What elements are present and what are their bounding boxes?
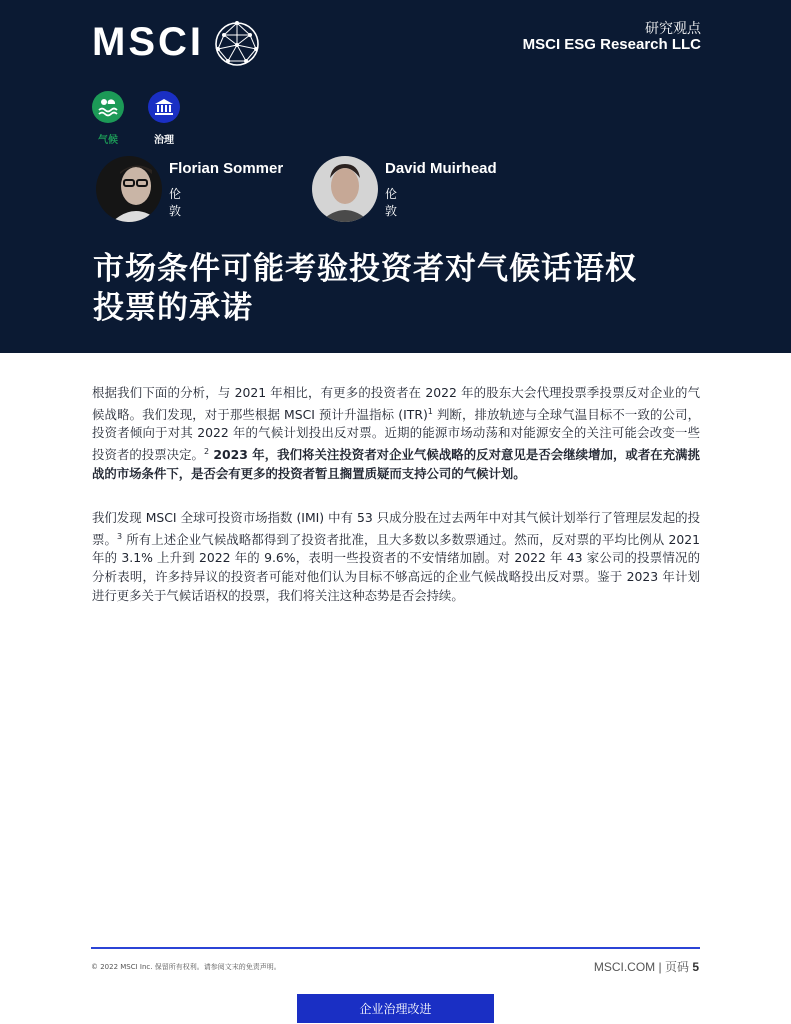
- site-link[interactable]: MSCI.COM: [593, 960, 656, 974]
- author-location: 伦敦: [169, 187, 182, 218]
- paragraph-2-text-b: 所有上述企业气候战略都得到了投资者批准，且大多数以多数票通过。然而，反对票的平均比例从 2021 年的 3.1% 上升到 2022 年的 9.6%，表明一些投资者的不安情绪加剧。对 2022 年 43 家公司的投票情况的分析表明，许多持异议的投资者可能对他们认为目标不够高远的企业气候战略投出反对票。鉴于 2023 年计划进行更多关于气候话语权的投票，我们将关注这种态势是否会持续。: [92, 531, 701, 603]
- footnote-ref-2[interactable]: 2: [203, 446, 210, 456]
- page-title: [93, 250, 713, 328]
- globe-logo-icon: [214, 21, 260, 67]
- avatar: [96, 156, 162, 222]
- paragraph-1-text-b: 判断，排放轨迹与全球气温目标不一致的公司，投资者倾向于对其 2022 年的气候计划投出反对票。近期的能源市场动荡和对能源安全的关注可能会改变一些投资者的投票决定。: [92, 406, 700, 463]
- footnote-ref-1[interactable]: 1: [427, 406, 433, 416]
- topic-label-climate: 气候: [98, 135, 118, 146]
- header-banner: [0, 0, 791, 353]
- title-line-2: 投票的承诺: [93, 290, 253, 326]
- avatar: [312, 156, 378, 222]
- separator: |: [655, 960, 665, 974]
- author-name: Florian Sommer: [169, 160, 284, 177]
- page-number: 5: [692, 960, 699, 974]
- paragraph-1: [92, 384, 700, 483]
- paragraph-1-emphasis: 2023 年，我们将关注投资者对企业气候战略的反对意见是否会继续增加，或者在充满挑战的市场条件下，是否会有更多的投资者暂且搁置质疑而支持公司的气候计划。: [92, 447, 700, 481]
- document-type: 研究观点: [645, 21, 701, 37]
- author-location: 伦敦: [385, 187, 398, 218]
- paragraph-1-text-a: 根据我们下面的分析，与 2021 年相比，有更多的投资者在 2022 年的股东大会代理投票季投票反对企业的气候战略。我们发现，对于那些根据 MSCI 预计升温指标 (ITR): [92, 385, 700, 422]
- author-name: David Muirhead: [385, 160, 497, 177]
- governance-icon: [148, 91, 180, 123]
- page-label: 页码: [664, 960, 693, 974]
- topic-governance: [144, 91, 184, 146]
- section-tab[interactable]: 企业治理改进: [297, 994, 494, 1023]
- copyright-notice: © 2022 MSCI Inc. 保留所有权利。请参阅文末的免责声明。: [91, 963, 281, 971]
- footnote-ref-3[interactable]: 3: [117, 531, 123, 541]
- paragraph-2-text-a: 我们发现 MSCI 全球可投资市场指数 (IMI) 中有 53 只成分股在过去两年中对其气候计划举行了管理层发起的投票。: [92, 510, 700, 547]
- topic-climate: [88, 91, 128, 146]
- page-reference: [594, 958, 699, 975]
- climate-icon: [92, 91, 124, 123]
- organization-name: MSCI ESG Research LLC: [522, 36, 701, 53]
- title-line-1: 市场条件可能考验投资者对气候话语权: [93, 251, 637, 287]
- footer-divider: [91, 947, 700, 949]
- msci-logo: MSCI: [92, 20, 204, 64]
- paragraph-2: [92, 509, 700, 605]
- topic-label-governance: 治理: [154, 135, 174, 146]
